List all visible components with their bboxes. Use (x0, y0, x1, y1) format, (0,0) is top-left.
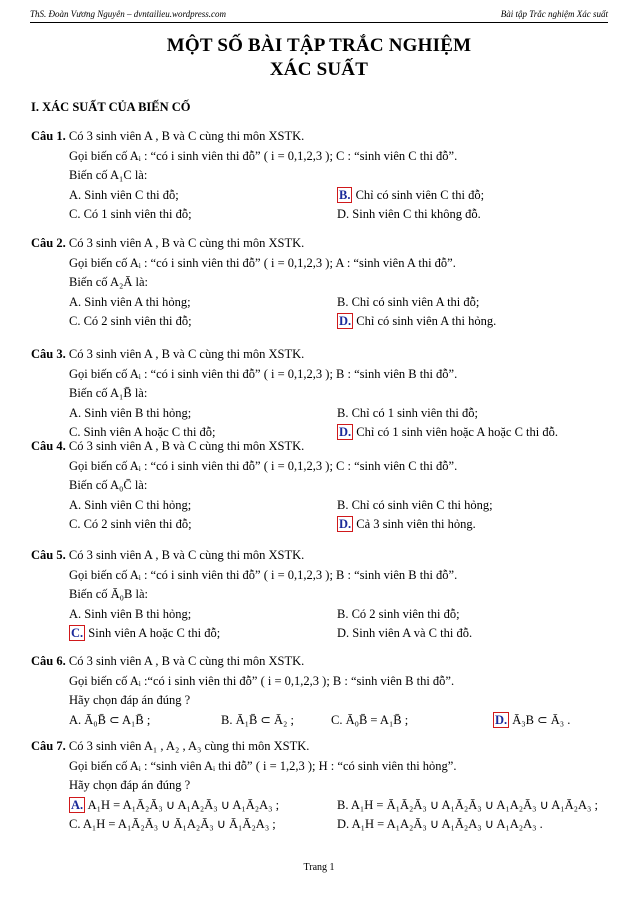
question-prompt: Hãy chọn đáp án đúng ? (69, 778, 191, 792)
option-c[interactable]: C. Có 2 sinh viên thi đỗ; (69, 517, 192, 531)
question-4 (31, 437, 611, 535)
option-a[interactable]: A. Sinh viên C thi đỗ; (69, 187, 179, 202)
question-3 (31, 345, 611, 443)
question-prompt: Biến cố A₁C là: (69, 168, 148, 182)
page-footer: Trang 1 (303, 862, 335, 873)
option-text: Ā₃B ⊂ Ā₃ . (509, 712, 571, 727)
option-a[interactable]: A. Sinh viên C thi hỏng; (69, 497, 192, 512)
question-stem-text: Có 3 sinh viên A , B và C cùng thi môn XSTK. (68, 654, 305, 668)
question-stem-text: Có 3 sinh viên A , B và C cùng thi môn XSTK. (68, 236, 305, 250)
question-stem-text: Có 3 sinh viên A , B và C cùng thi môn XSTK. (68, 439, 305, 453)
answer-marker: D. (339, 425, 352, 439)
title-line-2: XÁC SUẤT (269, 59, 369, 80)
question-5 (31, 546, 611, 644)
question-stem (31, 437, 611, 457)
option-text: Chỉ có sinh viên C thi đỗ; (352, 187, 485, 202)
option-b[interactable]: B. Chỉ có sinh viên C thi hỏng; (337, 497, 493, 512)
header-right: Bài tập Trắc nghiệm Xác suất (500, 9, 608, 19)
option-a[interactable]: A. Sinh viên A thi hỏng; (69, 294, 191, 309)
option-a[interactable]: A. Sinh viên B thi hỏng; (69, 606, 192, 621)
option-d[interactable] (337, 312, 496, 332)
question-prompt: Biến cố A₂Ā là: (69, 275, 148, 289)
option-c[interactable]: C. Ā₀B̄ = A₁B̄ ; (331, 712, 409, 727)
option-c[interactable]: C. Sinh viên A hoặc C thi đỗ; (69, 425, 216, 439)
header-left: ThS. Đoàn Vương Nguyên – dvntailieu.wordpress.com (30, 9, 227, 19)
question-prompt: Biến cố Ā₀B là: (69, 587, 148, 601)
answer-marker: C. (71, 626, 84, 640)
question-6 (31, 652, 611, 730)
question-number: Câu 5. (31, 548, 66, 562)
option-b[interactable]: B. Có 2 sinh viên thi đỗ; (337, 606, 460, 621)
option-a[interactable]: A. Sinh viên B thi hỏng; (69, 405, 192, 420)
question-1 (31, 127, 611, 225)
answer-marker: A. (71, 797, 84, 812)
question-number: Câu 1. (31, 129, 66, 143)
question-number: Câu 7. (31, 739, 66, 753)
option-c[interactable]: C. A₁H = A₁Ā₂Ā₃ ∪ Ā₁A₂Ā₃ ∪ Ā₁Ā₂A₃ ; (69, 817, 276, 831)
option-a[interactable] (69, 796, 279, 816)
option-c[interactable]: C. Có 2 sinh viên thi đỗ; (69, 314, 192, 328)
question-stem (31, 127, 611, 147)
option-b[interactable]: B. A₁H = Ā₁Ā₂Ā₃ ∪ A₁Ā₂Ā₃ ∪ A₁A₂Ā₃ ∪ A₁Ā₂A₃ ; (337, 797, 598, 812)
option-d[interactable]: D. Sinh viên C thi không đỗ. (337, 207, 481, 221)
option-text: Chỉ có sinh viên A thi hỏng. (353, 314, 497, 328)
question-prompt: Biến cố A₀C̄ là: (69, 478, 148, 492)
question-stem-text: Có 3 sinh viên A , B và C cùng thi môn XSTK. (68, 548, 305, 562)
question-definition: Gọi biến cố Aᵢ : “có i sinh viên thi đỗ” ( i = 0,1,2,3 ); C : “sinh viên C thi đỗ”. (69, 458, 458, 473)
question-number: Câu 3. (31, 347, 66, 361)
option-d[interactable] (493, 711, 570, 731)
option-text: A₁H = A₁Ā₂Ā₃ ∪ A₁A₂Ā₃ ∪ A₁Ā₂A₃ ; (85, 797, 280, 812)
question-stem (31, 737, 611, 757)
question-stem-text: Có 3 sinh viên A₁ , A₂ , A₃ cùng thi môn XSTK. (68, 739, 310, 753)
option-text: Chỉ có 1 sinh viên hoặc A hoặc C thi đỗ. (353, 425, 558, 439)
answer-marker: D. (339, 517, 352, 531)
question-prompt: Biến cố A₁B̄ là: (69, 386, 148, 400)
section-heading: I. XÁC SUẤT CỦA BIẾN CỐ (31, 100, 191, 114)
question-prompt: Hãy chọn đáp án đúng ? (69, 693, 191, 707)
question-stem (31, 546, 611, 566)
question-stem-text: Có 3 sinh viên A , B và C cùng thi môn XSTK. (68, 347, 305, 361)
question-definition: Gọi biến cố Aᵢ : “có i sinh viên thi đỗ” ( i = 0,1,2,3 ); B : “sinh viên B thi đỗ”. (69, 567, 458, 582)
answer-marker: D. (495, 712, 508, 727)
option-c[interactable] (69, 624, 220, 644)
question-definition: Gọi biến cố Aᵢ :“có i sinh viên thi đỗ” ( i = 0,1,2,3 ); B : “sinh viên B thi đỗ”. (69, 673, 455, 688)
option-d[interactable]: D. Sinh viên A và C thi đỗ. (337, 626, 473, 640)
question-stem (31, 234, 611, 254)
option-text: Sinh viên A hoặc C thi đỗ; (85, 626, 221, 640)
question-number: Câu 4. (31, 439, 66, 453)
option-b[interactable] (337, 186, 484, 206)
question-stem (31, 652, 611, 672)
question-2 (31, 234, 611, 332)
question-definition: Gọi biến cố Aᵢ : “có i sinh viên thi đỗ” ( i = 0,1,2,3 ); A : “sinh viên A thi đỗ”. (69, 255, 456, 270)
option-a[interactable]: A. Ā₀B̄ ⊂ A₁B̄ ; (69, 712, 151, 727)
option-d[interactable] (337, 515, 476, 535)
option-text: Cả 3 sinh viên thi hỏng. (353, 517, 476, 531)
question-definition: Gọi biến cố Aᵢ : “có i sinh viên thi đỗ” ( i = 0,1,2,3 ); C : “sinh viên C thi đỗ”. (69, 148, 458, 163)
question-stem-text: Có 3 sinh viên A , B và C cùng thi môn XSTK. (68, 129, 305, 143)
question-number: Câu 6. (31, 654, 66, 668)
option-d[interactable]: D. A₁H = A₁A₂Ā₃ ∪ A₁Ā₂A₃ ∪ A₁A₂A₃ . (337, 817, 543, 831)
answer-marker: B. (339, 187, 351, 202)
question-stem (31, 345, 611, 365)
page-header (30, 8, 608, 23)
option-c[interactable]: C. Có 1 sinh viên thi đỗ; (69, 207, 192, 221)
question-number: Câu 2. (31, 236, 66, 250)
option-b[interactable]: B. Chỉ có 1 sinh viên thi đỗ; (337, 405, 478, 420)
title-line-1: MỘT SỐ BÀI TẬP TRẮC NGHIỆM (166, 35, 472, 56)
answer-marker: D. (339, 314, 352, 328)
option-b[interactable]: B. Ā₁B̄ ⊂ Ā₂ ; (221, 712, 295, 727)
question-7 (31, 737, 611, 835)
question-definition: Gọi biến cố Aᵢ : “có i sinh viên thi đỗ” ( i = 0,1,2,3 ); B : “sinh viên B thi đỗ”. (69, 366, 458, 381)
option-b[interactable]: B. Chỉ có sinh viên A thi đỗ; (337, 294, 480, 309)
question-definition: Gọi biến cố Aᵢ : “sinh viên Aᵢ thi đỗ” ( i = 1,2,3 ); H : “có sinh viên thi hỏng”. (69, 758, 457, 773)
